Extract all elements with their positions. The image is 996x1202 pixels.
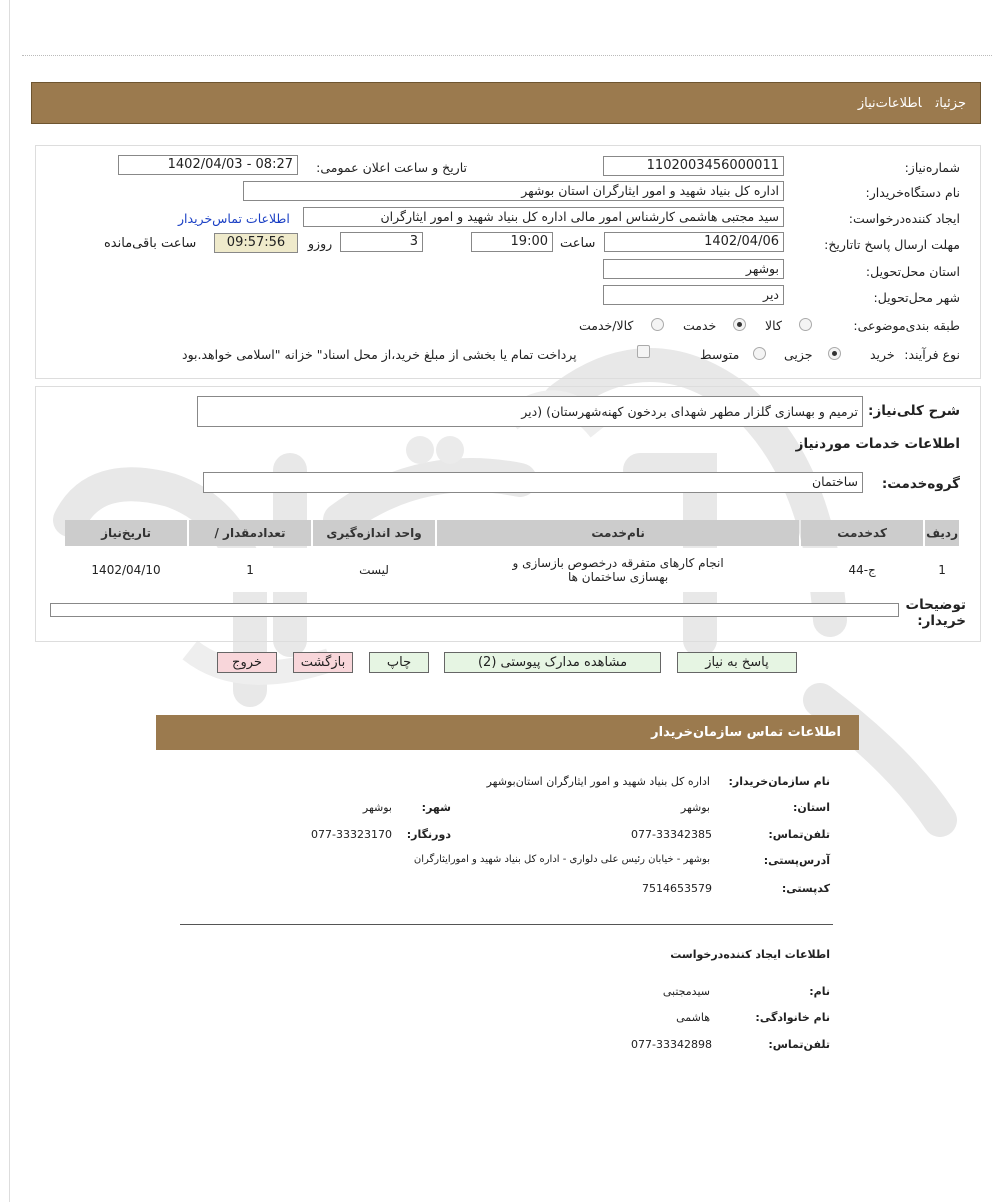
requester-phone-label: تلفن‌تماس:	[768, 1038, 830, 1051]
requester-name-value: سیدمجتبی	[662, 985, 710, 998]
summary-field: ترمیم و بهسازی گلزار مطهر شهدای بردخون کهنه‌شهرستان) (دیر	[197, 396, 863, 427]
category-service-radio[interactable]	[733, 318, 746, 331]
col-unit-header: واحد اندازه‌گیری	[313, 520, 435, 546]
cell-row: 1	[925, 548, 959, 592]
services-title: اطلاعات خدمات موردنیاز	[795, 436, 960, 452]
buyer-org-field: اداره کل بنیاد شهید و امور ایثارگران استان بوشهر	[243, 181, 784, 201]
days-label: روزو	[308, 236, 333, 251]
requester-title: اطلاعات ایجاد کننده‌درخواست	[670, 948, 830, 961]
contact-header-bar	[156, 715, 859, 750]
announce-field: 1402/04/03 - 08:27	[118, 155, 298, 175]
category-goods-service-label: کالا/خدمت	[579, 318, 634, 333]
category-label: طبقه بندی‌موضوعی:	[853, 318, 960, 333]
col-name-header: نام‌خدمت	[437, 520, 799, 546]
contact-city-value: بوشهر	[362, 801, 392, 814]
contact-province-label: استان:	[793, 801, 830, 814]
process-buy-label: خرید	[870, 347, 895, 362]
service-group-label: گروه‌خدمت:	[881, 476, 960, 492]
print-button[interactable]: چاپ	[369, 652, 429, 673]
days-field: 3	[340, 232, 423, 252]
category-goods-label: کالا	[765, 318, 782, 333]
requester-phone-value: 077-33342898	[631, 1038, 712, 1051]
announce-label: تاریخ و ساعت اعلان عمومی:	[316, 160, 467, 175]
tab-details[interactable]: جزئیات	[935, 96, 966, 111]
time-label: ساعت	[560, 236, 596, 251]
remaining-label: ساعت باقی‌مانده	[104, 236, 197, 251]
province-label: استان محل‌تحویل:	[865, 264, 960, 279]
col-row-header: ردیف	[925, 520, 959, 546]
contact-org-label: نام سازمان‌خریدار:	[728, 775, 830, 788]
page-left-border	[9, 0, 10, 1202]
requester-name-label: نام:	[809, 985, 830, 998]
services-table	[63, 518, 961, 594]
service-group-field: ساختمان	[203, 472, 863, 493]
treasury-payment-checkbox[interactable]	[637, 345, 650, 358]
need-number-field: 1102003456000011	[603, 156, 784, 176]
contact-city-label: شهر:	[421, 801, 451, 814]
attachments-button[interactable]: مشاهده مدارک پیوستی (2)	[444, 652, 661, 673]
contact-phone-value: 077-33342385	[631, 828, 712, 841]
process-medium-radio[interactable]	[753, 347, 766, 360]
need-number-label: شماره‌نیاز:	[904, 160, 960, 175]
summary-label: شرح کلی‌نیاز:	[868, 403, 960, 419]
creator-field: سید مجتبی هاشمی کارشناس امور مالی اداره کل بنیاد شهید و امور ایثارگران	[303, 207, 784, 227]
tab-need-info[interactable]: اطلاعات‌نیاز	[857, 96, 922, 111]
table-row	[65, 548, 959, 592]
cell-unit: لیست	[313, 548, 435, 592]
cell-code: ج-44	[801, 548, 923, 592]
cell-name: انجام کارهای متفرقه درخصوص بازسازی و بهسازی ساختمان ها	[437, 548, 799, 592]
buyer-notes-field	[50, 603, 899, 617]
cell-qty: 1	[189, 548, 311, 592]
deadline-date-field: 1402/04/06	[604, 232, 784, 252]
category-goods-service-radio[interactable]	[651, 318, 664, 331]
exit-button[interactable]: خروج	[217, 652, 277, 673]
city-label: شهر محل‌تحویل:	[873, 290, 960, 305]
contact-org-value: اداره کل بنیاد شهید و امور ایثارگران استان‌بوشهر	[486, 775, 710, 788]
contact-postal-label: کد‌پستی:	[781, 882, 830, 895]
province-field: بوشهر	[603, 259, 784, 279]
contact-address-value: بوشهر - خیابان رئیس علی دلواری - اداره کل بنیاد شهید و امورایثارگران	[413, 854, 710, 865]
col-code-header: کدخدمت	[801, 520, 923, 546]
buyer-org-label: نام دستگاه‌خریدار:	[865, 185, 960, 200]
requester-family-label: نام خانوادگی:	[755, 1011, 830, 1024]
col-date-header: تاریخ‌نیاز	[65, 520, 187, 546]
contact-divider	[180, 924, 833, 925]
reply-button[interactable]: پاسخ به نیاز	[677, 652, 797, 673]
category-service-label: خدمت	[683, 318, 717, 333]
process-partial-label: جزیی	[784, 347, 813, 362]
contact-fax-label: دورنگار:	[406, 828, 451, 841]
remaining-time-field: 09:57:56	[214, 233, 298, 253]
deadline-time-field: 19:00	[471, 232, 553, 252]
city-field: دیر	[603, 285, 784, 305]
contact-phone-label: تلفن‌تماس:	[768, 828, 830, 841]
details-header-bar	[31, 82, 981, 124]
process-label: نوع فرآیند:	[904, 347, 960, 362]
contact-address-label: آدرس‌پستی:	[763, 854, 830, 867]
creator-label: ایجاد کننده‌درخواست:	[848, 211, 960, 226]
contact-postal-value: 7514653579	[642, 882, 712, 895]
requester-family-value: هاشمی	[676, 1011, 710, 1024]
contact-province-value: بوشهر	[680, 801, 710, 814]
buyer-notes-label: توضیحات خریدار:	[905, 597, 966, 629]
category-goods-radio[interactable]	[799, 318, 812, 331]
buyer-contact-link[interactable]: اطلاعات تماس‌خریدار	[178, 211, 290, 226]
cell-date: 1402/04/10	[65, 548, 187, 592]
contact-fax-value: 077-33323170	[311, 828, 392, 841]
top-dotted-divider	[22, 55, 992, 56]
back-button[interactable]: بازگشت	[293, 652, 353, 673]
process-partial-radio[interactable]	[828, 347, 841, 360]
process-medium-label: متوسط	[700, 347, 740, 362]
payment-note: پرداخت تمام یا بخشی از مبلغ خرید،از محل اسناد" خزانه "اسلامی خواهد.بود	[182, 347, 577, 362]
deadline-label: مهلت ارسال پاسخ تا‌تاریخ:	[824, 237, 960, 252]
col-qty-header: تعداد‌مقدار /	[189, 520, 311, 546]
contact-title: اطلاعات تماس سازمان‌خریدار	[651, 725, 841, 740]
